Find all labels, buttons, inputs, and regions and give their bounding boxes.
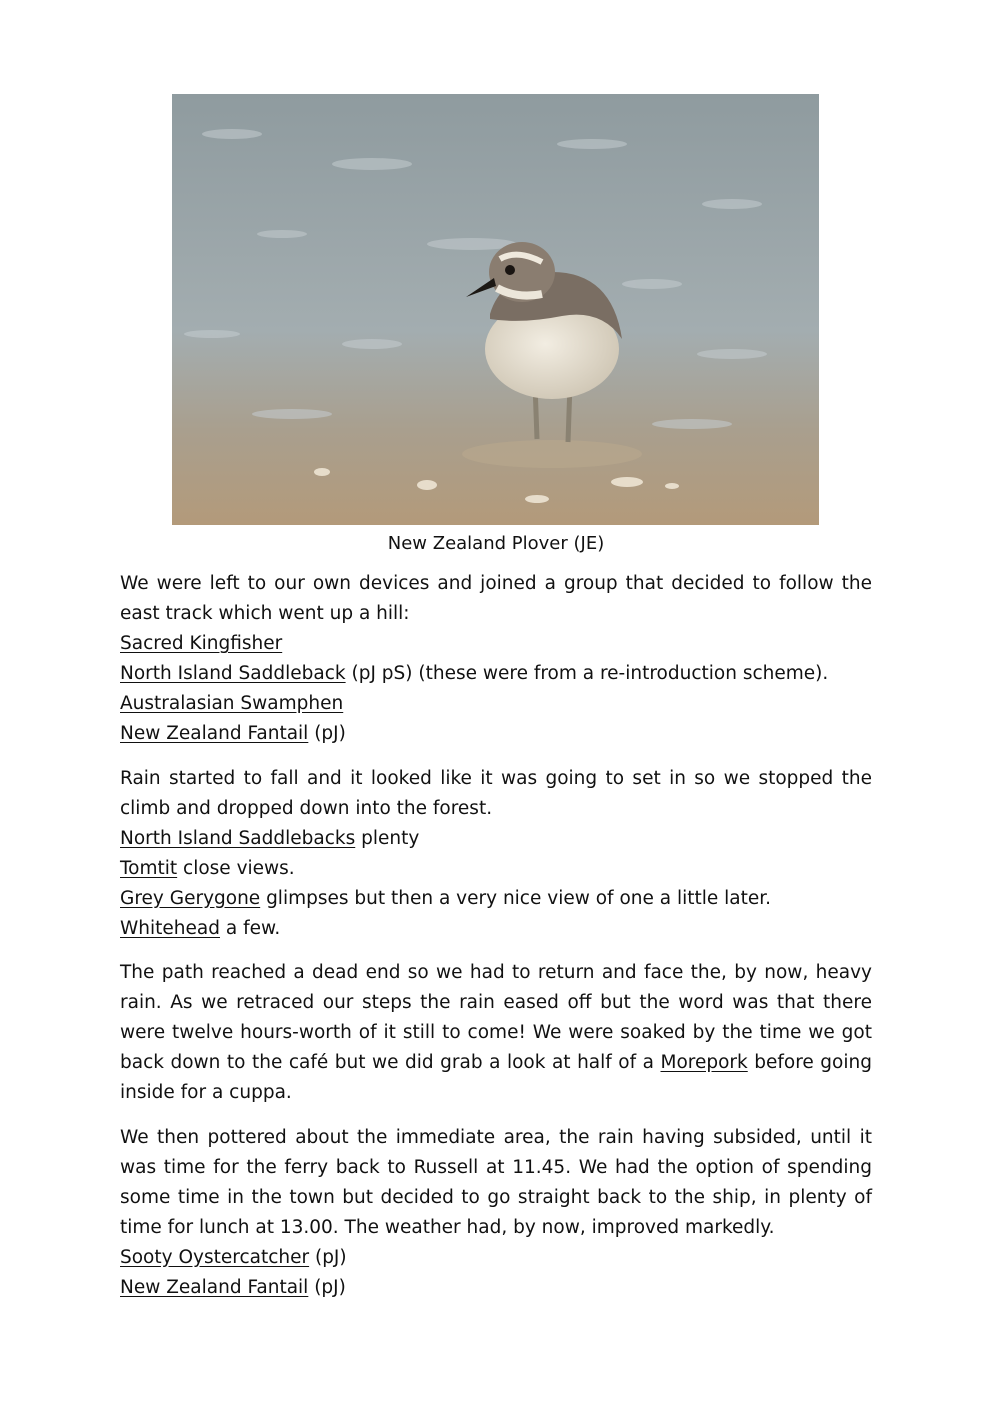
paragraph-text: before going inside for a cuppa. [120,1052,872,1103]
species-note: (pJ) [308,723,346,744]
paragraph-text: The path reached a dead end so we had to return and face the, by now, heavy rain. As we retraced our steps the rain eased off but the word was that there were twelve hours-worth of it still to come! We were soaked by the time we got back down to the café but we did grab a look at half of a [120,962,872,1073]
species-note: a few. [219,917,281,939]
species-name: New Zealand Fantail [120,1276,309,1298]
species-name: New Zealand Fantail [120,723,309,744]
species-line [120,914,872,944]
species-note: glimpses but then a very nice view of one a little later. [260,887,772,909]
bird-photo [172,94,819,525]
species-note: (pJ) [308,1276,346,1298]
species-note: close views. [177,857,295,879]
paragraph-text: We then pottered about the immediate area, the rain having subsided, until it was time for the ferry back to Russell at 11.45. We had the option of spending some time in the town but decided to go straight back to the ship, in plenty of time for lunch at 13.00. The weather had, by now, improved markedly. [120,1126,872,1238]
paragraph-forest [120,764,872,944]
species-line [120,824,872,854]
paragraph-dead-end [120,958,872,1108]
species-line [120,854,872,884]
species-line [120,689,872,719]
species-line [120,1243,872,1273]
plover-image [172,94,819,525]
species-name: North Island Saddleback [120,663,346,684]
paragraph-ferry [120,1123,872,1303]
species-line [120,629,872,659]
species-line [120,1273,872,1303]
paragraph-text: We were left to our own devices and joined a group that decided to follow the east track which went up a hill: [120,573,872,624]
species-line [120,659,872,689]
species-name: Whitehead [120,917,220,939]
species-note: plenty [355,827,420,849]
species-name: Grey Gerygone [120,887,261,909]
trip-report-body [120,569,872,1317]
species-name: Sacred Kingfisher [120,633,283,654]
photo-caption: New Zealand Plover (JE) [387,533,605,554]
species-note: (pJ pS) (these were from a re-introduction scheme). [345,663,829,684]
species-name: Australasian Swamphen [120,693,344,714]
paragraph-east-track [120,569,872,749]
species-line [120,884,872,914]
species-name: Morepork [660,1052,748,1073]
paragraph-text: Rain started to fall and it looked like it was going to set in so we stopped the climb and dropped down into the forest. [120,767,872,819]
species-note: (pJ) [309,1246,347,1268]
species-line [120,719,872,749]
species-name: Sooty Oystercatcher [120,1246,310,1268]
species-name: North Island Saddlebacks [120,827,356,849]
species-name: Tomtit [120,857,178,879]
